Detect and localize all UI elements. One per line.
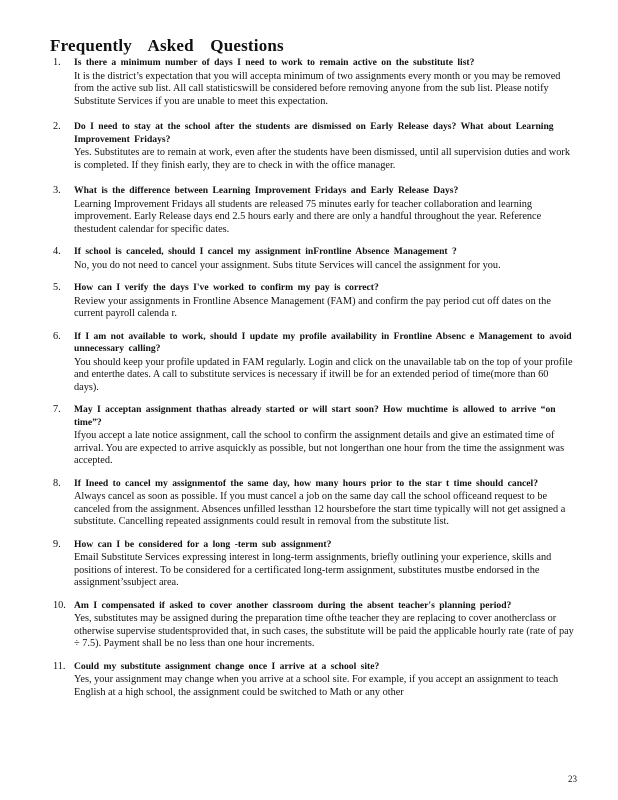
faq-answer: Ifyou accept a late notice assignment, call the school to confirm the assignment details and give an estimated time of arrival. You are expected to arrive asquickly as possible, but not longerthan one hour from the time the assignment was accepted. bbox=[74, 430, 565, 466]
faq-number: 6. bbox=[53, 330, 61, 342]
faq-answer: It is the district’s expectation that you will accepta minimum of two assignments every month or you may be removed from the active sub list. All call statisticswill be considered before removing anyone from the sub list. Please notify Substitute Services if you are unable to meet this expectation. bbox=[74, 70, 561, 107]
faq-number: 10. bbox=[53, 599, 66, 611]
faq-number: 4. bbox=[53, 246, 61, 257]
faq-answer: Review your assignments in Frontline Absence Management (FAM) and confirm the pay period cut off dates on the current payroll calenda r. bbox=[74, 295, 551, 319]
faq-item bbox=[50, 331, 575, 395]
faq-answer: Always cancel as soon as possible. If you must cancel a job on the same day call the school officeand request to be canceled from the assignment. Absences unfilled lessthan 12 hoursbefore the start time typically will not get assigned a substitute. Cancelling repeated assignments could result in removal from the substitute list. bbox=[74, 491, 566, 527]
faq-question: How can I be considered for a long -term sub assignment? bbox=[74, 538, 332, 550]
page-title: Frequently Asked Questions bbox=[50, 36, 284, 55]
faq-question: May I acceptan assignment thathas already started or will start soon? How muchtime is allowed to arrive “on time”? bbox=[74, 404, 556, 428]
faq-answer: Email Substitute Services expressing interest in long-term assignments, briefly outlining your experience, skills and positions of interest. To be considered for a certificated long-term assignment, substitutes mustbe endorsed in the assignment’ssubject area. bbox=[74, 552, 552, 588]
faq-number: 1. bbox=[53, 57, 61, 68]
faq-item bbox=[50, 600, 575, 651]
faq-question: If I am not available to work, should I update my profile availability in Frontline Absenc e Management to avoid unnecessary calling? bbox=[74, 330, 572, 354]
faq-question: If school is canceled, should I cancel my assignment inFrontline Absence Management ? bbox=[74, 246, 457, 257]
faq-question: Is there a minimum number of days I need to work to remain active on the substitute list? bbox=[74, 57, 475, 68]
faq-item bbox=[50, 539, 575, 590]
faq-question: Could my substitute assignment change once I arrive at a school site? bbox=[74, 660, 380, 672]
faq-item bbox=[50, 404, 575, 468]
faq-question: If Ineed to cancel my assignmentof the same day, how many hours prior to the star t time should cancel? bbox=[74, 477, 539, 489]
faq-number: 8. bbox=[53, 477, 61, 489]
faq-item bbox=[50, 185, 575, 236]
faq-answer: Learning Improvement Fridays all students are released 75 minutes early for teacher collaboration and learning improvement. Early Release days end 2.5 hours early and there are only a handful throughout the year. Reference thestudent calendar for specific dates. bbox=[74, 198, 542, 235]
faq-answer: You should keep your profile updated in FAM regularly. Login and click on the unavailable tab on the top of your profile and enterthe dates. A call to substitute services is necessary if itwill be for an extended period of time(more than 60 days). bbox=[74, 356, 573, 393]
faq-question: Do I need to stay at the school after the students are dismissed on Early Release days? What about Learning Improvement Fridays? bbox=[74, 121, 554, 145]
faq-question: Am I compensated if asked to cover another classroom during the absent teacher's planning period? bbox=[74, 599, 512, 611]
faq-item bbox=[50, 282, 575, 321]
faq-number: 7. bbox=[53, 404, 61, 415]
faq-answer: Yes. Substitutes are to remain at work, even after the students have been dismissed, until all supervision duties and work is completed. If they finish early, they are to check in with the office manager. bbox=[74, 147, 570, 171]
faq-number: 2. bbox=[53, 121, 61, 132]
faq-item bbox=[50, 121, 575, 172]
faq-item bbox=[50, 661, 575, 700]
faq-answer: Yes, substitutes may be assigned during the preparation time ofthe teacher they are replacing to cover anotherclass or otherwise supervise studentsprovided that, in such cases, the substitute will be paid the applicable hourly rate (rate of pay ÷ 7.5). Payment shall be no less than one hour increments. bbox=[74, 613, 574, 649]
faq-question: How can I verify the days I've worked to confirm my pay is correct? bbox=[74, 282, 379, 293]
faq-answer: No, you do not need to cancel your assignment. Subs titute Services will cancel the assignment for you. bbox=[74, 259, 501, 271]
faq-number: 11. bbox=[53, 660, 66, 672]
faq-item bbox=[50, 57, 575, 108]
faq-answer: Yes, your assignment may change when you arrive at a school site. For example, if you accept an assignment to teach English at a high school, the assignment could be switched to Math or any other bbox=[74, 674, 559, 698]
faq-number: 9. bbox=[53, 538, 61, 550]
faq-item bbox=[50, 478, 575, 529]
faq-number: 3. bbox=[53, 185, 61, 196]
faq-question: What is the difference between Learning Improvement Fridays and Early Release Days? bbox=[74, 185, 459, 196]
faq-number: 5. bbox=[53, 282, 61, 293]
page-number: 23 bbox=[568, 774, 577, 784]
faq-item bbox=[50, 246, 575, 272]
faq-list bbox=[50, 57, 575, 699]
